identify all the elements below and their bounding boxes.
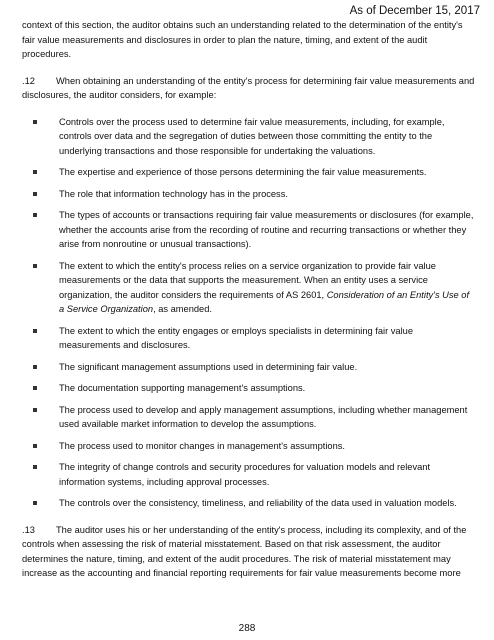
bullet-icon [33, 501, 37, 505]
paragraph-number: .13 [22, 524, 35, 535]
header-date: As of December 15, 2017 [349, 5, 480, 17]
bullet-icon [33, 386, 37, 390]
bullet-icon [33, 329, 37, 333]
list-item-text: The documentation supporting management's assumptions. [59, 383, 306, 393]
paragraph-12 [22, 74, 476, 103]
document-body [22, 18, 476, 593]
paragraph-text: The auditor uses his or her understanding of the entity's process, including its complexity, and of the controls when assessing the risk of material misstatement. Based on that risk assessment, the auditor determines the nature, timing, and extent of the audit procedures. The risk of material misstatement may increase as the accounting and financial reporting requirements for fair value measurements become more [22, 524, 467, 578]
list-item-text: The process used to monitor changes in management's assumptions. [59, 440, 345, 451]
bullet-icon [33, 264, 37, 268]
list-item [22, 439, 476, 454]
list-item [22, 360, 476, 375]
bullet-icon [33, 120, 37, 124]
bullet-icon [33, 213, 37, 217]
intro-paragraph: context of this section, the auditor obtains such an understanding related to the determination of the entity's fair value measurements and disclosures in order to plan the nature, timing, and extent of the audit procedures. [22, 20, 463, 59]
page-number: 288 [238, 623, 256, 634]
bullet-icon [33, 444, 37, 448]
list-item-text: The types of accounts or transactions requiring fair value measurements or disclosures (for example, whether the accounts arise from the recording of routine and recurring transactions or whether they arise from nonroutine or unusual transactions). [59, 210, 474, 249]
paragraph-13 [22, 523, 476, 581]
list-item-text: The role that information technology has in the process. [59, 188, 288, 199]
list-item-text-end: , as amended. [153, 304, 212, 314]
list-item [22, 496, 476, 511]
list-item [22, 381, 476, 396]
list-item-text: The extent to which the entity engages or employs specialists in determining fair value measurements and disclosures. [59, 325, 413, 350]
list-item [22, 165, 476, 180]
list-item [22, 187, 476, 202]
list-item [22, 208, 476, 252]
considerations-list [22, 115, 476, 511]
list-item [22, 403, 476, 432]
publication-title: Consideration of an Entity's Use of a Service Organization [59, 289, 470, 314]
list-item [22, 324, 476, 353]
list-item [22, 460, 476, 489]
paragraph-text: When obtaining an understanding of the entity's process for determining fair value measurements and disclosures, the auditor considers, for example: [22, 75, 475, 100]
list-item-text: The significant management assumptions used in determining fair value. [59, 361, 358, 372]
list-item-text: The process used to develop and apply management assumptions, including whether management used available market information to develop the assumptions. [59, 404, 468, 429]
bullet-icon [33, 192, 37, 196]
paragraph-number: .12 [22, 75, 35, 86]
list-item-text: Controls over the process used to determine fair value measurements, including, for example, controls over data and the segregation of duties between those committing the entity to the underlying transactions and those responsible for undertaking the valuations. [59, 116, 445, 156]
list-item [22, 115, 476, 159]
bullet-icon [33, 465, 37, 469]
bullet-icon [33, 408, 37, 412]
bullet-icon [33, 365, 37, 369]
list-item-text: The integrity of change controls and security procedures for valuation models and relevant information systems, including approval processes. [59, 462, 431, 487]
list-item [22, 259, 476, 317]
list-item-text: The extent to which the entity's process relies on a service organization to provide fair value measurements or the data that supports the measurement. When an entity uses a service organization, the auditor considers the requirements of AS 2601, [59, 260, 436, 300]
list-item-text: The expertise and experience of those persons determining the fair value measurements. [59, 167, 427, 177]
list-item-text: The controls over the consistency, timeliness, and reliability of the data used in valuation models. [59, 498, 457, 508]
bullet-icon [33, 170, 37, 174]
